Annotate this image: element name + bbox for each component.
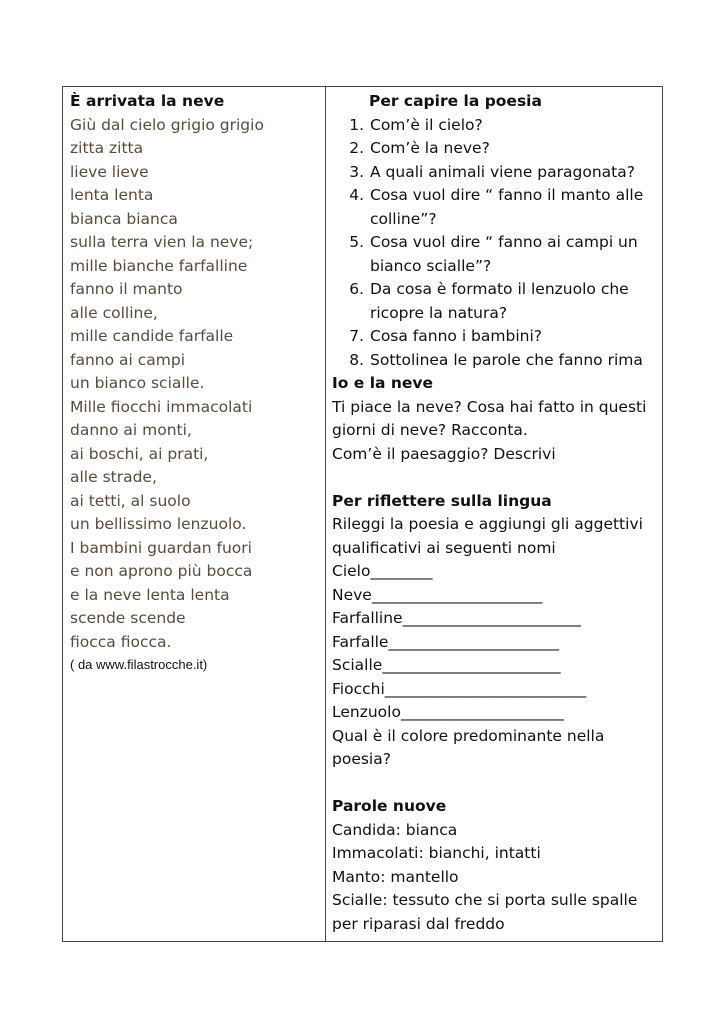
question-text-line: bianco scialle”? [370, 256, 492, 275]
question-text-line: Cosa vuol dire “ fanno ai campi un [370, 233, 638, 251]
question-text-line: ricopre la natura? [370, 303, 508, 322]
glossary-item: Candida: bianca [332, 820, 458, 839]
question-text [370, 231, 658, 278]
question-item [332, 278, 658, 325]
question-number: 3. [349, 162, 364, 181]
poem-line: danno ai monti, [70, 421, 192, 439]
glossary [332, 819, 658, 937]
question-item [332, 231, 658, 278]
poem-text [70, 114, 325, 655]
glossary-item: Scialle: tessuto che si porta sulle spalle [332, 891, 638, 909]
poem-line: ai tetti, al suolo [70, 491, 191, 510]
question-text-line: Sottolinea le parole che fanno rima [370, 350, 643, 369]
colore-line: poesia? [332, 750, 391, 768]
questions-list [332, 114, 658, 373]
question-item [332, 184, 658, 231]
poem-line: alle colline, [70, 303, 158, 322]
question-text [370, 278, 658, 325]
poem-line: e non aprono più bocca [70, 562, 253, 580]
poem-line: Giù dal cielo grigio grigio [70, 115, 264, 134]
poem-line: un bianco scialle. [70, 374, 205, 392]
poem-line: fanno il manto [70, 280, 183, 298]
io-line: Com’è il paesaggio? Descrivi [332, 444, 556, 463]
question-text-line: Cosa fanno i bambini? [370, 327, 542, 345]
fill-in-item: Scialle_______________________ [332, 656, 561, 674]
poem-line: sulla terra vien la neve; [70, 233, 254, 251]
colore-question [332, 725, 658, 772]
questions-title: Per capire la poesia [369, 92, 542, 110]
worksheet-table [62, 86, 663, 942]
question-text [370, 349, 658, 373]
poem-line: lenta lenta [70, 186, 154, 204]
question-text-line: Cosa vuol dire “ fanno il manto alle [370, 186, 644, 204]
question-number: 4. [349, 186, 364, 204]
poem-title: È arrivata la neve [70, 92, 225, 110]
fill-in-list [332, 560, 658, 725]
lingua-intro [332, 513, 658, 560]
exercises-column [326, 87, 662, 941]
poem-line: bianca bianca [70, 209, 178, 228]
poem-line: mille bianche farfalline [70, 256, 248, 275]
question-item [332, 325, 658, 349]
io-text [332, 396, 658, 467]
fill-in-item: Lenzuolo_____________________ [332, 703, 564, 721]
question-text-line: Da cosa è formato il lenzuolo che [370, 280, 629, 298]
colore-line: Qual è il colore predominante nella [332, 726, 605, 745]
question-item [332, 114, 658, 138]
question-number: 8. [349, 350, 364, 369]
poem-line: fiocca fiocca. [70, 632, 172, 651]
question-item [332, 137, 658, 161]
lingua-intro-line: qualificativi ai seguenti nomi [332, 538, 556, 557]
poem-line: lieve lieve [70, 162, 149, 181]
question-text [370, 114, 658, 138]
fill-in-item: Farfalle______________________ [332, 632, 559, 651]
io-line: giorni di neve? Racconta. [332, 421, 528, 439]
question-text [370, 184, 658, 231]
poem-column [63, 87, 326, 941]
question-text-line: A quali animali viene paragonata? [370, 162, 635, 181]
poem-line: e la neve lenta lenta [70, 585, 230, 604]
fill-in-item: Neve______________________ [332, 585, 543, 604]
question-number: 2. [349, 139, 364, 157]
poem-line: Mille fiocchi immacolati [70, 397, 253, 416]
glossary-item: per riparasi dal freddo [332, 914, 505, 933]
glossary-item: Manto: mantello [332, 867, 459, 886]
question-text [370, 325, 658, 349]
io-line: Ti piace la neve? Cosa hai fatto in questi [332, 397, 647, 416]
io-title: Io e la neve [332, 374, 434, 392]
poem-line: scende scende [70, 609, 186, 627]
question-item [332, 161, 658, 185]
poem-source: ( da www.filastrocche.it) [70, 657, 208, 672]
poem-line: ai boschi, ai prati, [70, 444, 209, 463]
question-number: 6. [349, 280, 364, 298]
question-number: 5. [349, 233, 364, 251]
question-text-line: Com’è la neve? [370, 139, 490, 157]
lingua-intro-line: Rileggi la poesia e aggiungi gli aggettivi [332, 515, 643, 533]
question-number: 1. [349, 115, 364, 134]
poem-line: alle strade, [70, 468, 157, 486]
poem-line: un bellissimo lenzuolo. [70, 515, 247, 533]
poem-line: fanno ai campi [70, 350, 186, 369]
lingua-title: Per riflettere sulla lingua [332, 491, 552, 510]
nuove-title: Parole nuove [332, 797, 447, 815]
question-item [332, 349, 658, 373]
question-text [370, 161, 658, 185]
fill-in-item: Farfalline_______________________ [332, 609, 581, 627]
poem-line: I bambini guardan fuori [70, 538, 252, 557]
glossary-item: Immacolati: bianchi, intatti [332, 844, 541, 862]
question-text-line: Com’è il cielo? [370, 115, 483, 134]
poem-line: zitta zitta [70, 139, 144, 157]
fill-in-item: Cielo________ [332, 562, 433, 580]
question-text [370, 137, 658, 161]
poem-line: mille candide farfalle [70, 327, 234, 345]
question-text-line: colline”? [370, 209, 437, 228]
fill-in-item: Fiocchi__________________________ [332, 679, 587, 698]
question-number: 7. [349, 327, 364, 345]
